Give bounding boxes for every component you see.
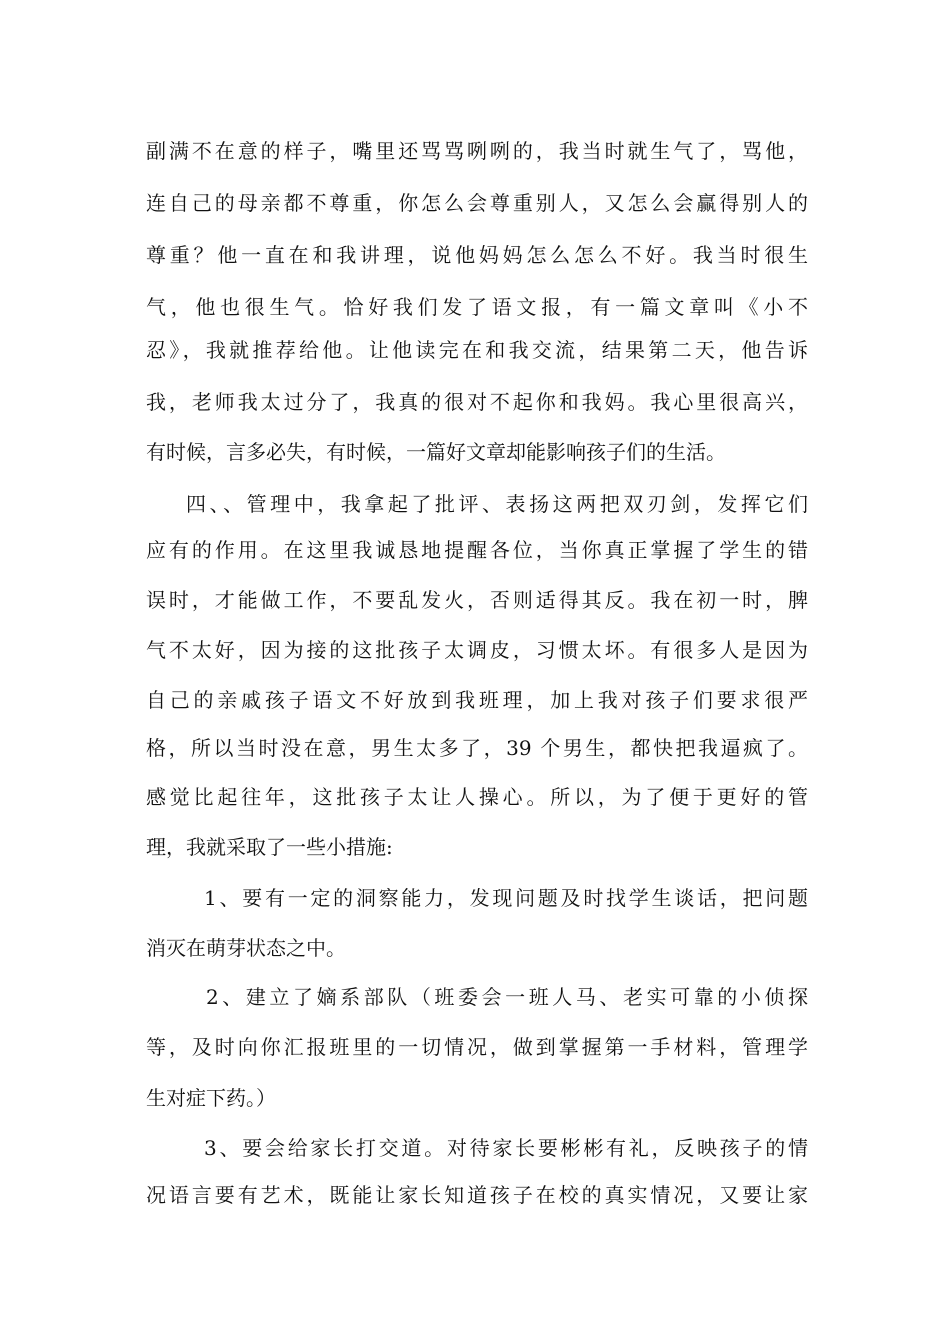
paragraph-line: 我，老师我太过分了，我真的很对不起你和我妈。我心里很高兴， — [146, 390, 808, 414]
list-item-line: 1、要有一定的洞察能力，发现问题及时找学生谈话，把问题 — [204, 886, 808, 910]
list-item-line: 况语言要有艺术，既能让家长知道孩子在校的真实情况，又要让家 — [146, 1183, 808, 1207]
paragraph-line: 有时候，言多必失，有时候，一篇好文章却能影响孩子们的生活。 — [146, 440, 726, 464]
paragraph-line: 忍》，我就推荐给他。让他读完在和我交流，结果第二天，他告诉 — [146, 338, 808, 362]
list-item-line: 3、要会给家长打交道。对待家长要彬彬有礼，反映孩子的情 — [204, 1136, 808, 1160]
paragraph-line: 格，所以当时没在意，男生太多了，39 个男生，都快把我逼疯了。 — [146, 736, 808, 760]
list-item-line: 2、建立了嫡系部队（班委会一班人马、老实可靠的小侦探 — [206, 985, 808, 1009]
list-item-line: 生对症下药。） — [146, 1086, 276, 1110]
paragraph-line: 连自己的母亲都不尊重，你怎么会尊重别人，又怎么会赢得别人的 — [146, 191, 808, 215]
paragraph-line: 感觉比起往年，这批孩子太让人操心。所以，为了便于更好的管 — [146, 785, 808, 809]
paragraph-line: 副满不在意的样子，嘴里还骂骂咧咧的，我当时就生气了，骂他， — [146, 139, 808, 163]
paragraph-line: 尊重？他一直在和我讲理，说他妈妈怎么怎么不好。我当时很生 — [146, 243, 808, 267]
paragraph-line: 自己的亲戚孩子语文不好放到我班理，加上我对孩子们要求很严 — [146, 688, 808, 712]
paragraph-line: 误时，才能做工作，不要乱发火，否则适得其反。我在初一时，脾 — [146, 588, 808, 612]
list-item-line: 等，及时向你汇报班里的一切情况，做到掌握第一手材料，管理学 — [146, 1035, 808, 1059]
paragraph-line: 应有的作用。在这里我诚恳地提醒各位，当你真正掌握了学生的错 — [146, 538, 808, 562]
paragraph-line: 理，我就采取了一些小措施: — [146, 835, 393, 859]
section-heading-line: 四、、管理中，我拿起了批评、表扬这两把双刃剑，发挥它们 — [186, 492, 808, 516]
list-item-line: 消灭在萌芽状态之中。 — [146, 936, 346, 960]
paragraph-line: 气，他也很生气。恰好我们发了语文报，有一篇文章叫《小不 — [146, 295, 808, 319]
paragraph-line: 气不太好，因为接的这批孩子太调皮，习惯太坏。有很多人是因为 — [146, 638, 808, 662]
